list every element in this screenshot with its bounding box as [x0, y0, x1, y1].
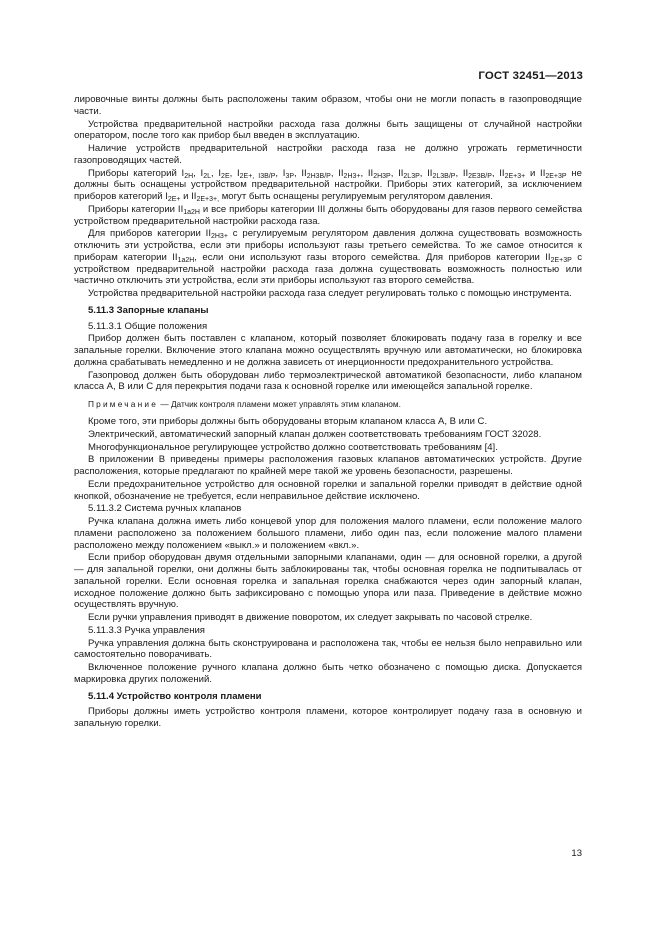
paragraph: Кроме того, эти приборы должны быть оборудованы вторым клапаном класса А, В или С. [88, 416, 488, 427]
paragraph: Приборы категории $II_{1a2H}$ и все приборы категории III должны быть оборудованы для газов первого семейства устройством предварительной настройки расхода газа. [74, 203, 583, 227]
note-label: Примечание [88, 399, 159, 409]
document-header: ГОСТ 32451—2013 [478, 70, 583, 82]
note: Примечание — Датчик контроля пламени может управлять этим клапаном. [88, 399, 401, 409]
paragraph: Ручка клапана должна иметь либо концевой упор для положения малого пламени, если положение малого пламени расположено за положением большого пламени, либо один паз, если положение малого пламени расположено между положением «выкл.» и положением «вкл.». [74, 516, 582, 551]
paragraph: Многофункциональное регулирующее устройство должно соответствовать требованиям [4]. [88, 441, 498, 453]
paragraph: Газопровод должен быть оборудован либо термоэлектрической автоматикой безопасности, либо клапаном класса А, В или С для перекрытия подачи газа к основной горелке или имеющейся запальной горелке. [74, 369, 582, 393]
paragraph: В приложении В приведены примеры расположения газовых клапанов автоматических устройств. Другие расположения, которые предлагают по крайней мере такой же уровень безопасности, разрешены. [74, 454, 582, 477]
subsection-heading: 5.11.3.1 Общие положения [88, 320, 208, 332]
paragraph-device-categories: Приборы категорий $I_{2H}$, $I_{2L}$, $I_{2E}$, $I_{2E+, I3B/P}$, $I_{3P}$, $II_{2H3B/P}$, $II_{2H3+}$, $II_{2H3P}$, $II_{2L3P}$, $II_{2L3B/P}$, $II_{2E3B/P}$, $II_{2E+3+}$ и $II_{2E+3P}$ не должны быть оснащены устройством предварительной настройки. Приборы этих категорий, за исключением приборов категорий $I_{2E+}$ и $II_{2E+3+,}$ могут быть оснащены регулируемым регулятором давления. [74, 167, 582, 203]
paragraph: Наличие устройств предварительной настройки расхода газа не должно угрожать герметичности газопроводящих частей. [74, 143, 582, 166]
paragraph: Если прибор оборудован двумя отдельными запорными клапанами, один — для основной горелки, а другой — для запальной горелки, они должны быть заблокированы так, чтобы основная горелка не подпитывалась от запальной горелки. Если основная горелка и запальная горелка снабжаются через один запорный клапан, исходное положение должно быть зафиксировано с помощью упора или паза. Приведение в действие можно осуществлять вручную. [74, 552, 582, 611]
subsection-heading: 5.11.3.3 Ручка управления [88, 624, 205, 636]
paragraph: Если предохранительное устройство для основной горелки и запальной горелки приводят в действие одной кнопкой, обозначение не требуется, если неправильное действие исключено. [74, 478, 582, 502]
paragraph: Прибор должен быть поставлен с клапаном, который позволяет блокировать подачу газа в горелку и все запальные горелки. Включение этого клапана можно осуществлять вручную или автоматически, но блокировка должна срабатывать немедленно и не должна зависеть от инерционности предохранительного устройства. [74, 333, 582, 368]
paragraph: Если ручки управления приводят в движение поворотом, их следует закрывать по часовой стрелке. [88, 612, 533, 623]
subsection-heading: 5.11.3.2 Система ручных клапанов [88, 503, 242, 515]
paragraph: Ручка управления должна быть сконструирована и расположена так, чтобы ее нельзя было неправильно или самостоятельно поворачивать. [74, 637, 582, 661]
page-number: 13 [571, 848, 582, 859]
section-heading: 5.11.3 Запорные клапаны [88, 304, 209, 316]
section-heading: 5.11.4 Устройство контроля пламени [88, 690, 262, 702]
paragraph: Для приборов категории $II_{2H3+}$ с регулируемым регулятором давления должна существовать возможность отключить эти устройства, если эти приборы используют газы третьего семейства. То же самое относится к приборам категории $II_{1a2H}$, если они используют газы второго семейства. Для приборов категории $II_{2E+3P}$ с устройством предварительной настройки расхода газа должна существовать возможность полностью или частично отключить эти устройства, если эти приборы используют газ второго семейства. [74, 228, 582, 287]
paragraph: Электрический, автоматический запорный клапан должен соответствовать требованиям ГОСТ 32028. [88, 428, 542, 440]
paragraph: Устройства предварительной настройки расхода газа должны быть защищены от случайной настройки оператором, после того как прибор был введен в эксплуатацию. [74, 118, 582, 142]
paragraph: лировочные винты должны быть расположены таким образом, чтобы они не могли попасть в газопроводящие части. [74, 94, 582, 117]
paragraph: Устройства предварительной настройки расхода газа следует регулировать только с помощью инструмента. [88, 288, 572, 299]
document-body [74, 94, 582, 731]
paragraph: Включенное положение ручного клапана должно быть четко обозначено с помощью диска. Допускается маркировка других положений. [74, 662, 582, 685]
paragraph: Приборы должны иметь устройство контроля пламени, которое контролирует подачу газа в основную и запальную горелки. [74, 706, 582, 729]
